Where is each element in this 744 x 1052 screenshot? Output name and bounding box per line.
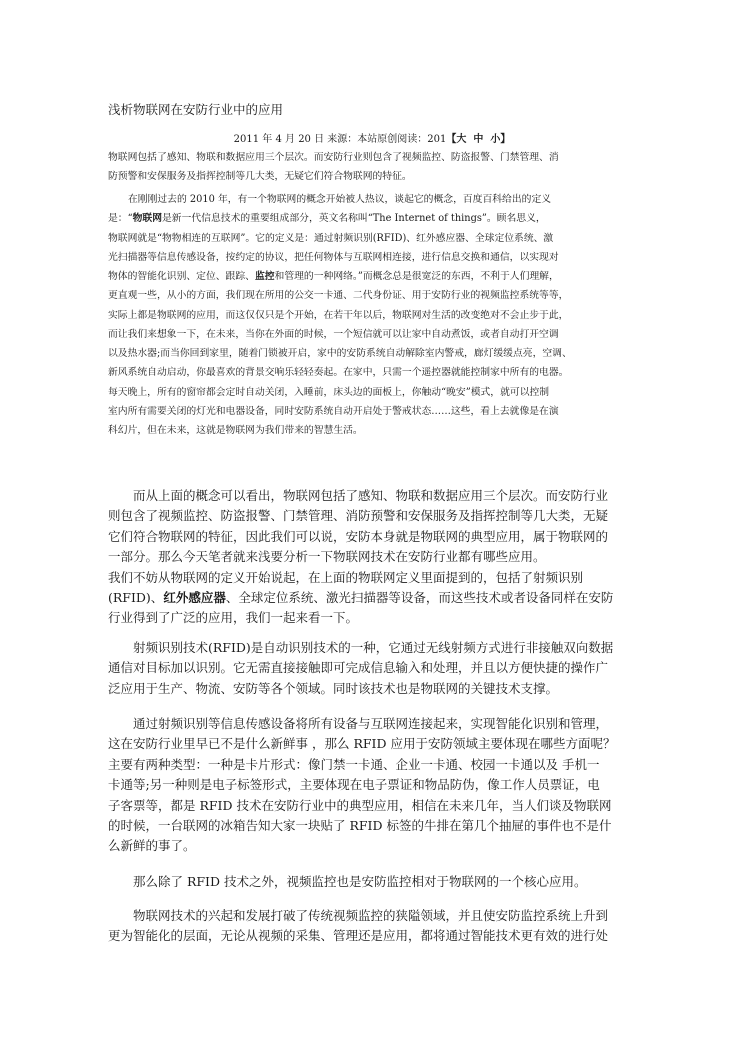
concept-line: 光扫描器等信息传感设备，按约定的协议，把任何物体与互联网相连接，进行信息交换和通信，以实现对 <box>108 251 559 263</box>
body-line: 子客票等，都是 RFID 技术在安防行业中的典型应用，相信在未来几年，当人们谈及物联网 <box>108 797 612 813</box>
meta-date-source-views: 2011 年 4 月 20 日 来源：本站原创阅读：201 <box>233 134 447 145</box>
paragraph-overview <box>108 486 638 629</box>
body-line: 卡通等;另一种则是电子标签形式，主要体现在电子票证和物品防伪，像工作人员票证，电 <box>108 777 600 793</box>
bracket-close: 】 <box>500 134 511 145</box>
body-line: 么新鲜的事了。 <box>108 838 196 854</box>
body-line: 主要有两种类型：一种是卡片形式：像门禁一卡通、企业一卡通、校园一卡通以及 手机一 <box>108 756 600 772</box>
concept-line <box>108 267 638 286</box>
body-line: 的时候，一台联网的冰箱告知大家一块贴了 RFID 标签的牛排在第几个抽屉的事件也不是什 <box>108 817 612 833</box>
body-line <box>108 588 638 608</box>
paragraph-rfid <box>108 638 638 699</box>
concept-line: 在刚刚过去的 2010 年，有一个物联网的概念开始被人热议，谈起它的概念，百度百科给出的定义 <box>128 194 552 205</box>
text-run: (RFID)、 <box>108 589 164 605</box>
text-run: 、全球定位系统、激光扫描器等设备，而这些技术或者设备同样在安防 <box>225 589 614 605</box>
body-line: 通过射频识别等信息传感设备将所有设备与互联网连接起来，实现智能化识别和管理， <box>108 716 609 731</box>
concept-paragraph <box>108 190 638 440</box>
intro-line: 物联网包括了感知、物联和数据应用三个层次。而安防行业则包含了视频监控、防盗报警、门禁管理、消 <box>108 152 559 163</box>
body-line: 更为智能化的层面，无论从视频的采集、管理还是应用，都将通过智能技术更有效的进行处 <box>108 928 609 944</box>
bold-term-infrared-sensor: 红外感应器 <box>163 589 226 605</box>
text-run: 是：“ <box>108 213 133 225</box>
concept-line: 物联网就是“物物相连的互联网”。它的定义是：通过射频识别(RFID)、红外感应器、全球定位系统、激 <box>108 232 554 244</box>
body-line: 则包含了视频监控、防盗报警、门禁管理、消防预警和安保服务及指挥控制等几大类，无疑 <box>108 508 609 524</box>
concept-line: 每天晚上，所有的窗帘都会定时自动关闭，入睡前，床头边的面板上，你触动“晚安”模式，就可以控制 <box>108 386 550 398</box>
body-line: 这在安防行业里早已不是什么新鲜事 ，那么 RFID 应用于安防领域主要体现在哪些方面呢？ <box>108 736 616 752</box>
paragraph-video-surveillance <box>108 872 638 892</box>
body-line: 物联网技术的兴起和发展打破了传统视频监控的狭隘领域，并且使安防监控系统上升到 <box>108 908 609 923</box>
font-size-selector <box>446 134 510 145</box>
font-size-medium-link[interactable]: 中 <box>473 134 484 145</box>
body-line: 它们符合物联网的特征，因此我们可以说，安防本身就是物联网的典型应用，属于物联网的 <box>108 528 609 544</box>
concept-line: 以及热水器;而当你回到家里，随着门锁被开启，家中的安防系统自动解除室内警戒，廊灯缓缓点亮，空调、 <box>108 348 572 359</box>
body-line: 那么除了 RFID 技术之外，视频监控也是安防监控相对于物联网的一个核心应用。 <box>108 874 587 889</box>
concept-line: 科幻片，但在未来，这就是物联网为我们带来的智慧生活。 <box>108 425 363 436</box>
intro-line: 防预警和安保服务及指挥控制等几大类，无疑它们符合物联网的特征。 <box>108 170 412 182</box>
concept-line: 实际上都是物联网的应用，而这仅仅只是个开始，在若干年以后，物联网对生活的改变绝对不会止步于此， <box>108 309 569 321</box>
font-size-large-link[interactable]: 大 <box>456 134 467 145</box>
body-line: 我们不妨从物联网的定义开始说起，在上面的物联网定义里面提到的，包括了射频识别 <box>108 569 584 585</box>
concept-line: 而让我们来想象一下，在未来，当你在外面的时候，一个短信就可以让家中自动煮饭，或者自动打开空调 <box>108 328 559 340</box>
body-line: 泛应用于生产、物流、安防等各个领域。同时该技术也是物联网的关键技术支撑。 <box>108 680 559 696</box>
article-meta <box>0 133 744 147</box>
bold-term-monitoring: 监控 <box>254 271 275 282</box>
bracket-open: 【 <box>446 134 457 145</box>
body-line: 而从上面的概念可以看出，物联网包括了感知、物联和数据应用三个层次。而安防行业 <box>108 488 609 503</box>
body-line: 一部分。那么今天笔者就来浅要分析一下物联网技术在安防行业都有哪些应用。 <box>108 549 546 565</box>
bold-term-iot: 物联网 <box>132 213 162 225</box>
text-run: 和管理的一种网络。”而概念总是很宽泛的东西，不利于人们理解， <box>274 271 559 282</box>
concept-line: 室内所有需要关闭的灯光和电器设备，同时安防系统自动开启处于警戒状态……这些，看上去就像是在演 <box>108 405 559 417</box>
body-line: 行业得到了广泛的应用，我们一起来看一下。 <box>108 610 359 626</box>
body-line: 通信对目标加以识别。它无需直接接触即可完成信息输入和处理，并且以方便快捷的操作广 <box>108 660 609 676</box>
concept-line: 更直观一些，从小的方面，我们现在所用的公交一卡通、二代身份证、用于安防行业的视频监控系统等等， <box>108 290 569 302</box>
concept-line: 新风系统自动启动，你最喜欢的背景交响乐轻轻奏起。在家中，只需一个遥控器就能控制家中所有的电器。 <box>108 367 569 379</box>
font-size-small-link[interactable]: 小 <box>490 134 501 145</box>
paragraph-rfid-applications <box>108 714 638 857</box>
text-run: 物体的智能化识别、定位、跟踪、 <box>108 271 255 282</box>
concept-line <box>108 209 638 228</box>
text-run: 是新一代信息技术的重要组成部分，英文名称叫“The Internet of things”。顾名思义， <box>162 213 546 225</box>
paragraph-intelligent-monitoring <box>108 906 638 947</box>
body-line: 射频识别技术(RFID)是自动识别技术的一种，它通过无线射频方式进行非接触双向数据 <box>108 640 614 655</box>
intro-summary <box>108 149 638 186</box>
article-title: 浅析物联网在安防行业中的应用 <box>108 102 284 117</box>
